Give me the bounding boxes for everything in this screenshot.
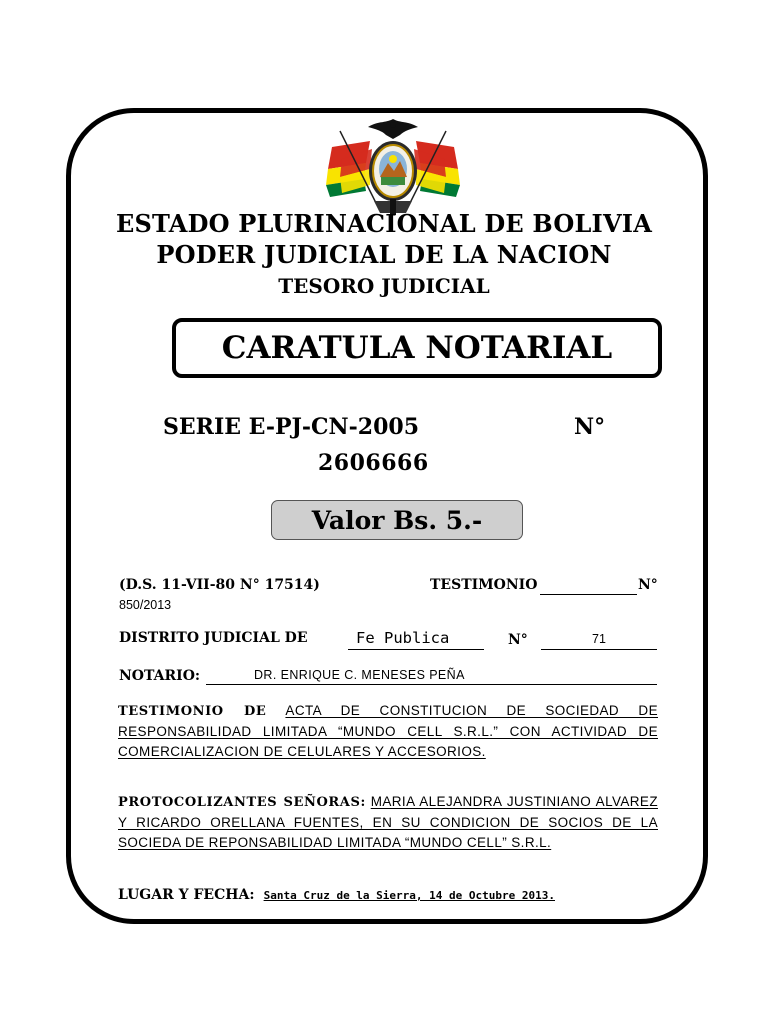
testimonio-n-label: N°: [638, 577, 658, 593]
serie-number: 2606666: [318, 450, 429, 476]
distrito-n-value: 71: [541, 632, 657, 650]
protocolizantes-paragraph: [118, 792, 658, 853]
lugar-fecha-line: [118, 884, 555, 903]
testimonio-de-label: TESTIMONIO DE: [118, 704, 267, 719]
ds-label: (D.S. 11-VII-80 N° 17514): [119, 577, 320, 593]
header-line-2: PODER JUDICIAL DE LA NACION: [156, 240, 612, 269]
protocolizantes-value: MARIA ALEJANDRA JUSTINIANO ALVAREZ Y RICARDO ORELLANA FUENTES, EN SU CONDICION DE SOCIOS DE LA SOCIEDA DE REPONSABILIDAD LIMITADA “MUNDO CELL” S.R.L.: [118, 794, 658, 850]
testimonio-number: 850/2013: [119, 598, 172, 612]
page-title: CARATULA NOTARIAL: [221, 330, 613, 366]
distrito-value: Fe Publica: [348, 629, 484, 650]
title-box: [172, 318, 662, 378]
serie-label: SERIE E-PJ-CN-2005: [163, 414, 420, 440]
testimonio-number-label: TESTIMONIO: [430, 577, 538, 593]
testimonio-underline: [540, 594, 637, 595]
bolivia-coat-of-arms-icon: [320, 113, 466, 219]
protocolizantes-label: PROTOCOLIZANTES SEÑORAS:: [118, 795, 366, 810]
distrito-n-label: N°: [508, 632, 528, 648]
distrito-label: DISTRITO JUDICIAL DE: [119, 630, 308, 646]
lugar-fecha-value: Santa Cruz de la Sierra, 14 de Octubre 2013.: [263, 889, 555, 902]
notario-value: DR. ENRIQUE C. MENESES PEÑA: [206, 668, 657, 685]
lugar-fecha-label: LUGAR Y FECHA:: [118, 887, 255, 903]
testimonio-de-value: ACTA DE CONSTITUCION DE SOCIEDAD DE RESPONSABILIDAD LIMITADA “MUNDO CELL S.R.L.” CON ACTIVIDAD DE COMERCIALIZACION DE CELULARES Y ACCESORIOS.: [118, 703, 658, 759]
valor-box: [271, 500, 523, 540]
testimonio-paragraph: [118, 701, 658, 762]
header-line-1: ESTADO PLURINACIONAL DE BOLIVIA: [115, 209, 653, 238]
header-line-3: TESORO JUDICIAL: [278, 274, 490, 298]
serie-number-label: N°: [574, 414, 606, 440]
notario-label: NOTARIO:: [119, 668, 201, 684]
valor-label: Valor Bs. 5.-: [311, 505, 483, 535]
